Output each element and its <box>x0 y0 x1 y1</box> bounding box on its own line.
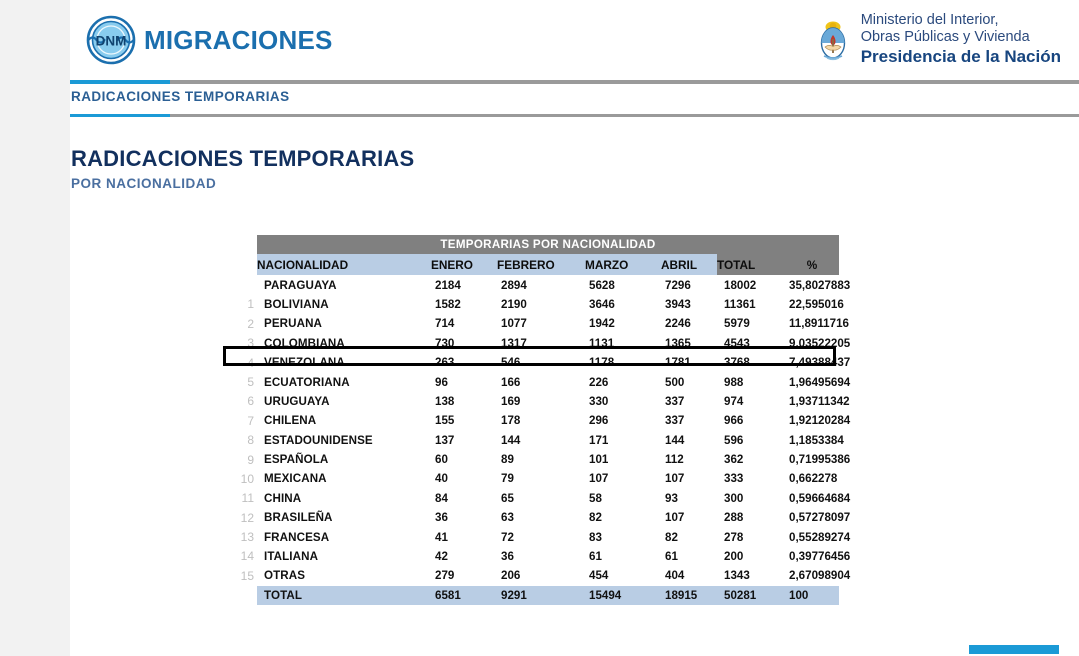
cell-febrero: 206 <box>501 569 521 583</box>
cell-total: 974 <box>724 394 744 408</box>
col-header-enero[interactable]: ENERO <box>431 254 497 275</box>
cell-abril: 500 <box>665 375 685 389</box>
cell-pct: 9,03522205 <box>789 336 851 350</box>
cell-febrero: 2894 <box>501 278 527 292</box>
cell-enero: 6581 <box>431 586 497 605</box>
cell-febrero: 63 <box>501 511 514 525</box>
cell-total: 333 <box>724 472 744 486</box>
table-row <box>257 547 839 566</box>
cell-febrero: 144 <box>501 433 521 447</box>
table-row-highlighted <box>257 353 839 372</box>
cell-abril: 404 <box>665 569 685 583</box>
cell-total: 300 <box>724 491 744 505</box>
cell-marzo: 107 <box>589 472 609 486</box>
cell-marzo: 1942 <box>589 317 615 331</box>
cell-total: 278 <box>724 530 744 544</box>
table-row <box>257 392 839 411</box>
cell-febrero: 1317 <box>501 336 527 350</box>
cell-pct: 2,67098904 <box>789 569 851 583</box>
table-row <box>257 566 839 585</box>
cell-total: 3768 <box>724 356 750 370</box>
col-header-marzo[interactable]: MARZO <box>585 254 661 275</box>
ministry-line-1: Ministerio del Interior, <box>860 12 999 28</box>
cell-marzo: 3646 <box>589 297 615 311</box>
row-number: 12 <box>240 510 254 525</box>
table-row <box>257 372 839 391</box>
cell-nacionalidad: FRANCESA <box>264 530 330 544</box>
col-header-nacionalidad[interactable]: NACIONALIDAD <box>257 254 431 275</box>
cell-febrero: 178 <box>501 414 521 428</box>
table-total-row <box>257 586 839 605</box>
cell-enero: 263 <box>435 356 455 370</box>
cell-pct: 0,57278097 <box>789 511 851 525</box>
cell-enero: 279 <box>435 569 455 583</box>
row-number: 9 <box>247 452 254 467</box>
ministry-block <box>814 12 1061 67</box>
cell-total: 596 <box>724 433 744 447</box>
divider-top <box>70 80 1079 84</box>
cell-marzo: 5628 <box>589 278 615 292</box>
cell-marzo: 171 <box>589 433 609 447</box>
cell-total: 18002 <box>724 278 757 292</box>
cell-nacionalidad: PERUANA <box>264 317 323 331</box>
page-subtitle: POR NACIONALIDAD <box>71 176 217 191</box>
ministry-line-3: Presidencia de la Nación <box>860 46 1061 66</box>
cell-marzo: 61 <box>589 550 602 564</box>
row-number: 13 <box>240 530 254 545</box>
table-column-header-row <box>257 254 839 275</box>
col-header-febrero[interactable]: FEBRERO <box>497 254 585 275</box>
cell-enero: 2184 <box>435 278 461 292</box>
cell-enero: 714 <box>435 317 455 331</box>
cell-nacionalidad: VENEZOLANA <box>264 356 345 370</box>
cell-total: 1343 <box>724 569 750 583</box>
cell-nacionalidad: BOLIVIANA <box>264 297 329 311</box>
cell-abril: 61 <box>665 550 678 564</box>
cell-febrero: 1077 <box>501 317 527 331</box>
cell-total: 11361 <box>724 297 756 311</box>
table-row <box>257 431 839 450</box>
svg-text:DNM: DNM <box>95 33 127 49</box>
cell-abril: 107 <box>665 511 685 525</box>
cell-nacionalidad: CHILENA <box>264 414 317 428</box>
cell-total: 966 <box>724 414 744 428</box>
cell-abril: 337 <box>665 394 685 408</box>
cell-pct: 7,49388437 <box>789 356 851 370</box>
cell-marzo: 454 <box>589 569 609 583</box>
cell-enero: 42 <box>435 550 448 564</box>
dnm-circular-logo-icon <box>85 14 137 66</box>
cell-total: 4543 <box>724 336 750 350</box>
row-number: 5 <box>247 374 254 389</box>
cell-pct: 0,55289274 <box>789 530 851 544</box>
cell-enero: 138 <box>435 394 455 408</box>
cell-abril: 1781 <box>665 356 691 370</box>
cell-total: 200 <box>724 550 744 564</box>
cell-pct: 0,662278 <box>789 472 838 486</box>
page-title: RADICACIONES TEMPORARIAS <box>71 146 415 171</box>
table-row <box>257 508 839 527</box>
cell-enero: 60 <box>435 453 448 467</box>
cell-febrero: 9291 <box>497 586 585 605</box>
cell-marzo: 101 <box>589 453 609 467</box>
footer-accent-bar <box>969 645 1059 654</box>
cell-abril: 337 <box>665 414 685 428</box>
slide-header <box>70 0 1079 78</box>
brand-wordmark: MIGRACIONES <box>144 25 333 55</box>
cell-febrero: 72 <box>501 530 514 544</box>
cell-enero: 1582 <box>435 297 461 311</box>
cell-enero: 41 <box>435 530 448 544</box>
cell-enero: 40 <box>435 472 448 486</box>
cell-abril: 7296 <box>665 278 691 292</box>
cell-nacionalidad: MEXICANA <box>264 472 327 486</box>
cell-febrero: 2190 <box>501 297 527 311</box>
cell-abril: 93 <box>665 491 678 505</box>
cell-nacionalidad: TOTAL <box>257 586 431 605</box>
cell-pct: 0,59664684 <box>789 491 851 505</box>
row-number: 7 <box>247 413 254 428</box>
cell-nacionalidad: PARAGUAYA <box>264 278 337 292</box>
cell-total: 988 <box>724 375 744 389</box>
table-row <box>257 334 839 353</box>
row-number: 1 <box>247 297 254 312</box>
row-number: 2 <box>247 316 254 331</box>
cell-abril: 144 <box>665 433 685 447</box>
col-header-total[interactable]: TOTAL <box>717 254 785 275</box>
nationality-table <box>257 235 851 605</box>
cell-total: 288 <box>724 511 744 525</box>
cell-nacionalidad: URUGUAYA <box>264 394 330 408</box>
cell-febrero: 166 <box>501 375 521 389</box>
row-number: 10 <box>240 471 254 486</box>
cell-marzo: 226 <box>589 375 609 389</box>
ministry-line-2: Obras Públicas y Vivienda <box>860 28 1030 45</box>
cell-febrero: 169 <box>501 394 521 408</box>
cell-abril: 2246 <box>665 317 691 331</box>
section-label: RADICACIONES TEMPORARIAS <box>71 89 290 104</box>
col-header-porcentaje[interactable]: % <box>785 254 839 275</box>
cell-abril: 112 <box>665 453 684 467</box>
cell-nacionalidad: ESPAÑOLA <box>264 453 329 467</box>
cell-pct: 1,93711342 <box>789 394 850 408</box>
row-number: 8 <box>247 433 254 448</box>
cell-total: 50281 <box>717 586 785 605</box>
row-number <box>230 276 254 295</box>
nationality-table-wrap <box>240 235 851 605</box>
cell-abril: 82 <box>665 530 678 544</box>
cell-pct: 0,39776456 <box>789 550 851 564</box>
table-body <box>257 275 851 605</box>
cell-pct: 0,71995386 <box>789 453 851 467</box>
table-head <box>257 235 839 275</box>
row-number: 3 <box>247 336 254 351</box>
table-row <box>257 527 839 546</box>
slide-canvas <box>70 0 1079 656</box>
cell-pct: 100 <box>785 586 839 605</box>
table-row <box>257 489 839 508</box>
cell-enero: 84 <box>435 491 448 505</box>
table-row <box>257 275 839 294</box>
cell-febrero: 546 <box>501 356 521 370</box>
cell-febrero: 89 <box>501 453 514 467</box>
cell-marzo: 83 <box>589 530 602 544</box>
ministry-text <box>861 12 1061 67</box>
cell-marzo: 82 <box>589 511 602 525</box>
cell-febrero: 65 <box>501 491 514 505</box>
cell-enero: 155 <box>435 414 455 428</box>
cell-pct: 11,8911716 <box>789 317 849 331</box>
table-caption-row <box>257 235 839 254</box>
cell-marzo: 58 <box>589 491 602 505</box>
table-row <box>257 450 839 469</box>
cell-total: 362 <box>724 453 744 467</box>
cell-abril: 3943 <box>665 297 691 311</box>
migraciones-brand <box>85 14 333 66</box>
cell-nacionalidad: ECUATORIANA <box>264 375 350 389</box>
cell-total: 5979 <box>724 317 750 331</box>
cell-enero: 96 <box>435 375 448 389</box>
cell-pct: 1,92120284 <box>789 414 851 428</box>
divider-bottom <box>70 114 1079 117</box>
table-row <box>257 411 839 430</box>
cell-marzo: 296 <box>589 414 609 428</box>
cell-pct: 1,1853384 <box>789 433 844 447</box>
cell-marzo: 15494 <box>585 586 661 605</box>
table-row <box>257 295 839 314</box>
row-number: 11 <box>241 491 254 506</box>
row-number: 4 <box>247 355 254 370</box>
row-number <box>230 586 254 605</box>
row-number: 14 <box>240 549 254 564</box>
table-row <box>257 469 839 488</box>
cell-pct: 35,8027883 <box>789 278 851 292</box>
cell-marzo: 1178 <box>589 356 615 370</box>
cell-nacionalidad: CHINA <box>264 491 302 505</box>
cell-enero: 36 <box>435 511 448 525</box>
cell-nacionalidad: OTRAS <box>264 569 306 583</box>
table-caption: TEMPORARIAS POR NACIONALIDAD <box>257 235 839 254</box>
cell-nacionalidad: ITALIANA <box>264 550 319 564</box>
cell-nacionalidad: COLOMBIANA <box>264 336 345 350</box>
cell-abril: 18915 <box>661 586 717 605</box>
row-number: 15 <box>240 568 254 583</box>
cell-nacionalidad: ESTADOUNIDENSE <box>264 433 373 447</box>
cell-pct: 22,595016 <box>789 297 844 311</box>
cell-marzo: 330 <box>589 394 609 408</box>
cell-pct: 1,96495694 <box>789 375 851 389</box>
argentina-coat-of-arms-icon <box>814 13 852 65</box>
cell-nacionalidad: BRASILEÑA <box>264 511 333 525</box>
row-number-gutter <box>230 276 254 606</box>
cell-enero: 730 <box>435 336 455 350</box>
row-number: 6 <box>247 394 254 409</box>
cell-marzo: 1131 <box>589 336 615 350</box>
cell-enero: 137 <box>435 433 455 447</box>
table-row <box>257 314 839 333</box>
cell-febrero: 79 <box>501 472 514 486</box>
cell-febrero: 36 <box>501 550 514 564</box>
col-header-abril[interactable]: ABRIL <box>661 254 717 275</box>
cell-abril: 1365 <box>665 336 691 350</box>
cell-abril: 107 <box>665 472 685 486</box>
